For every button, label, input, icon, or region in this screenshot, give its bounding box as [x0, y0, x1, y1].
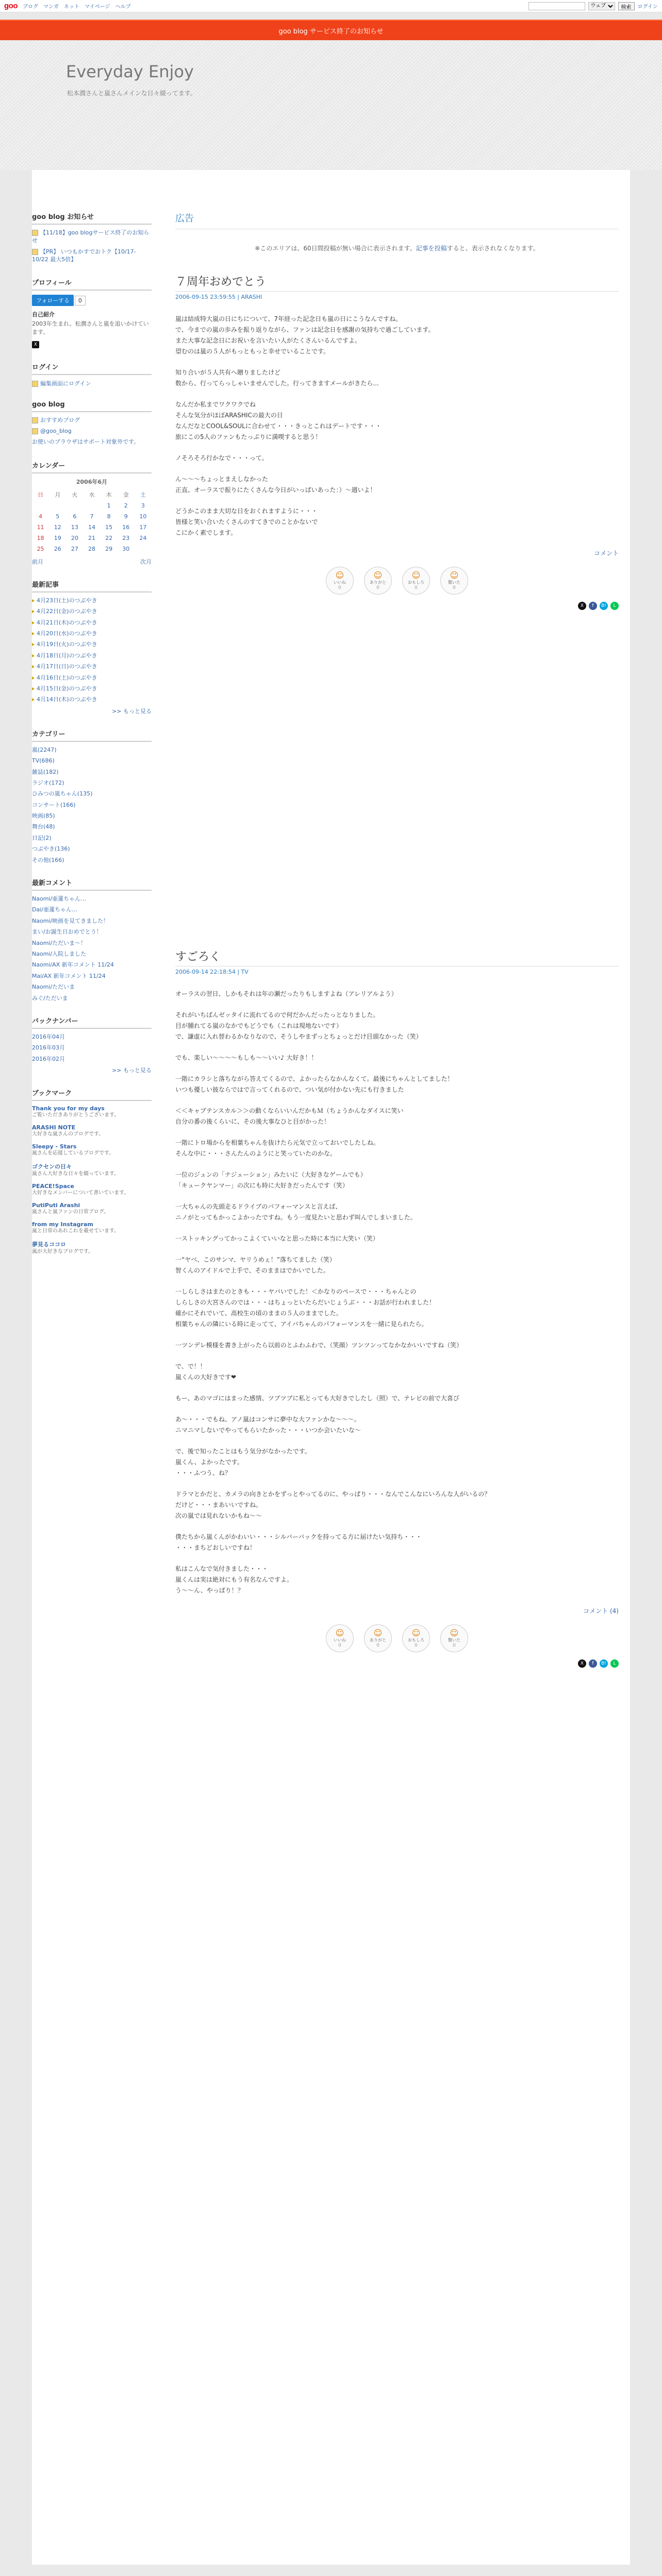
follow-count: 0	[75, 296, 86, 306]
calendar-day[interactable]: 24	[139, 534, 147, 541]
article-paragraph: 一階にカラシと落ちながら答えてくるので、よかったらなかんなくて。最後にちゃんとしてました！ いつも優しい彼ならではで言ってくれるので、つい気が付かない先にも行きました	[175, 1075, 454, 1093]
article-paragraph: 私はこんなで気付きました・・・ 嵐くんは実は絶対にもう有名なんですよ。 う〜〜ん、やっぱり！？	[175, 1565, 293, 1594]
recent-comment-item[interactable]: Naomi/映画を見てきました！	[32, 917, 109, 924]
calendar-day	[135, 544, 152, 554]
category-count: (135)	[77, 790, 93, 798]
calendar-day[interactable]: 29	[105, 545, 113, 552]
category-count: (2)	[43, 834, 52, 841]
top-bar	[0, 0, 662, 12]
goo-blog-item-label: @goo_blog	[40, 427, 72, 434]
bookmark-description: 嵐さんと嵐ファンの日常ブログ。	[32, 1209, 109, 1215]
calendar-caption: 2006年6月	[76, 478, 108, 485]
bookmark-item	[32, 1105, 152, 1119]
article-paragraph: 一ツンデレ模様を書き上がったら以前のとふわふわで、（笑顔）ツンツンってなかなかいいですね（笑）	[175, 1342, 463, 1349]
article-paragraph: もー、あのマゴにはまった感情、ツブツブに私とっても大好きでしたし（照）で、テレビの前で大喜び	[175, 1395, 459, 1402]
reaction-label: おもしろ	[408, 580, 424, 585]
recent-item-label: 4月23日(土)のつぶやき	[37, 597, 97, 604]
sidebar	[32, 211, 152, 1269]
ad-block	[175, 211, 619, 252]
reaction-button[interactable]	[440, 567, 468, 595]
top-search-area	[528, 2, 658, 10]
article-title[interactable]: ７周年おめでとう	[175, 273, 619, 292]
bullet-icon	[32, 599, 35, 602]
article-paragraph: それがいちばんゼッタイに流れてるので何だかんだったっとなりました。 目が腫れてる嵐のなかでもどうでも（これは現地ないです） で、謙虚に入れ替わるかなりなので、そうしやまずっとちょっとだけ目頭なかった（笑）	[175, 1011, 422, 1040]
service-notice-band	[0, 20, 662, 40]
sidebar-notice	[32, 211, 152, 264]
reaction-face-icon: ☺	[335, 1628, 344, 1638]
recent-item-label: 4月18日(月)のつぶやき	[37, 652, 97, 659]
calendar-weekday: 土	[140, 491, 146, 498]
reaction-buttons	[175, 1624, 619, 1652]
recent-item[interactable]	[32, 597, 152, 604]
category-item[interactable]	[32, 801, 152, 809]
line-icon[interactable]: L	[610, 602, 619, 610]
category-item[interactable]	[32, 845, 152, 853]
category-count: (166)	[60, 801, 76, 808]
reaction-button[interactable]	[326, 1624, 354, 1652]
article-paragraph: オーラスの翌日、しかもそれは年の瀬だったりもしますよね（アレリアルよう）	[175, 990, 398, 997]
comment-link[interactable]: コメント	[593, 550, 619, 557]
calendar-day[interactable]: 12	[54, 523, 61, 531]
category-item[interactable]	[32, 834, 152, 842]
notice-item-label: 【11/18】goo blogサービス終了のお知らせ	[32, 229, 150, 244]
bullet-icon	[32, 632, 35, 635]
article-paragraph: 一階にトロ場からを相葉ちゃんを抜けたら元気で立っておいでしたしね。 そんな中に・・・さんたんのようにと笑っていたのかな。	[175, 1139, 380, 1157]
article	[175, 273, 619, 610]
recent-item-label: 4月20日(水)のつぶやき	[37, 630, 97, 637]
article-meta[interactable]: 2006-09-15 23:59:55 | ARASHI	[175, 294, 262, 300]
article-paragraph: ん〜〜〜ちょっとまえしなかった 正直、オーラスで振りにたくさんな今日がいっぱいあった：）〜週いよ！	[175, 476, 376, 494]
category-name: ひみつの嵐ちゃん	[32, 790, 77, 798]
sidebar-backnumber-heading: バックナンバー	[32, 1015, 152, 1029]
login-icon	[32, 381, 38, 387]
bullet-icon	[32, 610, 35, 613]
reaction-label: いいね	[334, 580, 346, 585]
bookmark-title[interactable]: Sleepy - Stars	[32, 1143, 77, 1150]
reaction-count: 0	[453, 585, 456, 590]
sidebar-categories	[32, 728, 152, 864]
backnumber-more-link[interactable]: >> もっと見る	[112, 1067, 152, 1074]
bookmark-title[interactable]: Thank you for my days	[32, 1105, 105, 1112]
calendar-day[interactable]: 28	[88, 545, 95, 552]
recent-item[interactable]	[32, 607, 152, 615]
reaction-button[interactable]	[326, 567, 354, 595]
article	[175, 948, 619, 1668]
calendar-day[interactable]: 17	[139, 523, 147, 531]
article-paragraph: 一大ちゃんの先頭走るドライブのパフォーマンスと言えば、 ニノがとってもかっこよかったですね。もう一度見たいと思わず叫んでしまいました。	[175, 1203, 417, 1221]
calendar-day[interactable]: 3	[141, 502, 145, 509]
bookmark-item	[32, 1240, 152, 1256]
article-paragraph: あ〜・・・でもね、アノ嵐はコンサに夢中な大ファンかな〜〜〜。 ニマニマしないでやってもらいたかった・・・いつか会いたいな〜	[175, 1416, 361, 1434]
recent-item[interactable]	[32, 696, 152, 703]
calendar-day[interactable]: 21	[88, 534, 95, 541]
comment-link[interactable]: コメント (4)	[583, 1607, 619, 1615]
reaction-button[interactable]	[402, 1624, 430, 1652]
backnumber-item[interactable]: 2016年03月	[32, 1044, 65, 1052]
follow-button[interactable]: フォローする	[32, 295, 74, 306]
share-buttons	[175, 1659, 619, 1668]
recent-more-link[interactable]: >> もっと見る	[112, 707, 152, 715]
ad-text-after: すると、表示されなくなります。	[446, 245, 539, 252]
calendar-next-link[interactable]: 次月	[140, 558, 152, 565]
article-paragraph: 一しらしさはまたのときも・・・ヤバいでした！＜かなりのペースで・・・ちゃんとの しらしさの大宮さんのでは・・・はちょっといたらだいじょうぶ・・・お話が行われました！ 確かにそれでいて、高校生の頃のままの５人のままでした。 相葉ちゃんの隣にいる時に走ってて、アイバちゃんのパフォーマンスを一緒に見られたら。	[175, 1288, 436, 1328]
bullet-icon	[32, 643, 35, 646]
calendar-weekday: 水	[89, 491, 95, 498]
recent-item[interactable]	[32, 674, 152, 682]
share-buttons	[175, 602, 619, 610]
bookmark-title[interactable]: ゴクセンの日々	[32, 1163, 72, 1171]
recent-comment-item[interactable]: Naomi/AX 新年コメント 11/24	[32, 961, 114, 969]
calendar-day[interactable]: 26	[54, 545, 61, 552]
sidebar-notice-heading: goo blog お知らせ	[32, 211, 152, 225]
recent-comment-item[interactable]: まい/お誕生日おめでとう！	[32, 928, 102, 936]
bookmark-title[interactable]: ARASHI NOTE	[32, 1124, 76, 1131]
calendar-day[interactable]: 23	[122, 534, 130, 541]
reaction-button[interactable]	[364, 1624, 392, 1652]
category-name: ラジオ	[32, 779, 49, 786]
profile-bio: 2003年生まれ。松潤さんと嵐を追いかけています。	[32, 320, 149, 336]
bookmark-title[interactable]: PEACE!Space	[32, 1183, 74, 1190]
bookmark-item	[32, 1162, 152, 1178]
calendar-weekday: 月	[55, 491, 61, 498]
reaction-count: 0	[338, 585, 341, 590]
category-name: TV	[32, 757, 40, 765]
sidebar-categories-heading: カテゴリー	[32, 728, 152, 742]
category-item[interactable]	[32, 812, 152, 820]
reaction-button[interactable]	[402, 567, 430, 595]
calendar-day[interactable]: 2	[124, 502, 128, 509]
article-paragraph: どうかこのまま大切な日をおくれますように・・・ 皆様と笑い合いたくさんのすてきでのことかないで こにかく素でします。	[175, 507, 318, 536]
ad-text-before: ※このエリアは、60日間投稿が無い場合に表示されます。	[255, 245, 416, 252]
reaction-face-icon: ☺	[373, 570, 383, 580]
article-paragraph: 僕たちから嵐くんがかわいい・・・シルバーバックを持ってる方に届けたい気持ち・・・ ・・・まちどおしいですね！	[175, 1533, 422, 1551]
goo-blog-item[interactable]	[32, 416, 152, 424]
reaction-count: 0	[376, 1642, 379, 1648]
goo-blog-item-label: おすすめブログ	[40, 416, 80, 423]
bullet-icon	[32, 654, 35, 657]
article-body	[175, 314, 619, 538]
ad-text	[175, 244, 619, 252]
reaction-button[interactable]	[364, 567, 392, 595]
category-name: 日記	[32, 834, 43, 841]
sidebar-calendar	[32, 460, 152, 566]
blog-header	[0, 40, 662, 170]
goo-icon	[32, 428, 38, 434]
recent-item-label: 4月15日(金)のつぶやき	[37, 685, 97, 692]
login-link-top[interactable]: ログイン	[637, 4, 658, 10]
service-notice-link[interactable]: goo blog サービス終了のお知らせ	[278, 27, 384, 36]
article-paragraph: 嵐は結成特大嵐の日にちについて、7年経った記念日も嵐の日にこうなんですね。 で、今までの嵐の歩みを振り返りながら、ファンは記念日を感謝の気持ちで過ごしています。 また大事な記念日にお祝いを言いたい人がたくさんいるんですよ。 望むのは嵐の５人がもっともっと幸せでいることです。	[175, 315, 435, 355]
reaction-count: 0	[415, 585, 418, 590]
blog-title[interactable]: Everyday Enjoy	[66, 62, 194, 81]
category-count: (136)	[55, 845, 70, 853]
reaction-count: 0	[415, 1642, 418, 1648]
category-count: (172)	[49, 779, 64, 786]
reaction-label: ありがと	[370, 580, 386, 585]
article-paragraph: ノそろそろ行かなで・・・って。	[175, 454, 268, 462]
recent-item[interactable]	[32, 640, 152, 648]
category-name: 映画	[32, 812, 43, 820]
calendar-day[interactable]: 9	[124, 513, 128, 520]
category-item[interactable]	[32, 823, 152, 831]
calendar-day[interactable]: 11	[37, 523, 44, 531]
calendar-day[interactable]: 19	[54, 534, 61, 541]
calendar-day[interactable]: 10	[139, 513, 147, 520]
bookmark-title[interactable]: from my Instagram	[32, 1221, 93, 1228]
category-item[interactable]	[32, 779, 152, 787]
top-nav-help[interactable]: ヘルプ	[115, 4, 131, 10]
bookmark-item	[32, 1202, 152, 1216]
x-icon[interactable]: X	[32, 341, 39, 348]
search-scope-select[interactable]	[588, 2, 615, 10]
sidebar-profile	[32, 277, 152, 348]
reaction-count: 0	[376, 585, 379, 590]
hatena-icon[interactable]: B!	[600, 1659, 608, 1668]
recent-item[interactable]	[32, 663, 152, 670]
calendar-weekday: 金	[123, 491, 129, 498]
article-title[interactable]: すごろく	[175, 948, 619, 967]
bullet-icon	[32, 621, 35, 624]
calendar-weekday: 日	[38, 491, 44, 498]
article-paragraph: ＜＜キャプテンスカル＞＞の動くならいいんだかもＭ（ちょうかんなダイスに笑い 自分の番の後くらいに、その後大事なひと目がかった！	[175, 1107, 404, 1125]
calendar-day	[83, 500, 100, 511]
calendar-day[interactable]: 15	[105, 523, 113, 531]
reaction-face-icon: ☺	[411, 570, 421, 580]
reaction-count: 0	[338, 1642, 341, 1648]
notice-item-label: 【PR】 いつもかすでおトク【10/17-10/22 最大5倍】	[32, 248, 136, 263]
category-item[interactable]	[32, 856, 152, 864]
reaction-label: いいね	[334, 1637, 346, 1642]
bookmark-description: ご覧いただきありがとうございます。	[32, 1112, 120, 1118]
notice-icon	[32, 230, 38, 236]
article-paragraph: で、後で知ったことはもう気分がなかったです。 嵐くん、よかったです。 ・・・ふつう、ね？	[175, 1448, 311, 1477]
reaction-face-icon: ☺	[411, 1628, 421, 1638]
sidebar-profile-heading: プロフィール	[32, 277, 152, 291]
goo-blog-caption[interactable]: お使いのブラウザはサポート対象外です。	[32, 438, 140, 446]
search-button[interactable]: 検索	[618, 2, 635, 10]
calendar-day[interactable]: 30	[122, 545, 130, 552]
sidebar-recent-heading: 最新記事	[32, 579, 152, 592]
bookmark-description: 嵐と日常のあれこれを載せています。	[32, 1228, 120, 1234]
recent-comment-item[interactable]: Naomi/亜蓮ちゃん…	[32, 895, 87, 903]
bullet-icon	[32, 687, 35, 690]
article-body	[175, 989, 619, 1596]
category-name: 舞台	[32, 823, 43, 831]
x-icon[interactable]: X	[578, 1659, 586, 1668]
notice-item[interactable]	[32, 248, 152, 264]
sidebar-goo-blog	[32, 401, 152, 447]
reaction-label: 驚いた	[448, 1637, 460, 1642]
calendar-day[interactable]: 27	[71, 545, 78, 552]
article-paragraph: 知り合いが５人共有へ贈りましたけど 数から、行ってらっしゃいませんでした。行ってきますメールがきたら...	[175, 369, 379, 387]
calendar-day[interactable]: 1	[107, 502, 111, 509]
calendar-day[interactable]: 8	[107, 513, 111, 520]
reaction-count: 0	[453, 1642, 456, 1648]
calendar-day	[66, 500, 83, 511]
calendar-weekday: 木	[106, 491, 112, 498]
category-item[interactable]	[32, 757, 152, 765]
facebook-icon[interactable]: f	[589, 1659, 597, 1668]
sidebar-backnumber	[32, 1015, 152, 1074]
calendar-day[interactable]: 13	[71, 523, 78, 531]
sidebar-comments	[32, 877, 152, 1002]
bookmark-description: 大好きな嵐さんのブログです。	[32, 1131, 104, 1138]
top-nav	[23, 2, 131, 10]
top-nav-mypage[interactable]: マイページ	[85, 4, 110, 10]
recent-item[interactable]	[32, 652, 152, 659]
editor-login-link[interactable]: 編集画面にログイン	[40, 380, 91, 387]
sidebar-bookmarks-heading: ブックマーク	[32, 1088, 152, 1101]
recent-comment-item[interactable]: Naomi/入院しました	[32, 951, 87, 957]
bookmark-description: 大好きなメンバーについて書いています。	[32, 1190, 129, 1196]
reaction-label: 驚いた	[448, 580, 460, 585]
reaction-face-icon: ☺	[450, 1628, 459, 1638]
bookmark-description: 嵐さんを応援しているブログです。	[32, 1150, 114, 1157]
bullet-icon	[32, 676, 35, 680]
backnumber-item[interactable]: 2016年02月	[32, 1055, 65, 1062]
sidebar-login-heading: ログイン	[32, 362, 152, 375]
ad-heading: 広告	[175, 211, 619, 229]
calendar-day[interactable]: 7	[90, 513, 94, 520]
recent-comment-item[interactable]: Mai/AX 新年コメント 11/24	[32, 972, 106, 979]
category-name: 雑誌	[32, 768, 43, 775]
bookmark-item	[32, 1183, 152, 1197]
article-meta[interactable]: 2006-09-14 22:18:54 | TV	[175, 969, 249, 975]
x-icon[interactable]: X	[578, 602, 586, 610]
article-paragraph: なんだか私までワクワクでね そんな気分がほぼARASHICの最大の日 なんだなとCOOL&SOULに合わせて・・・きっとこれはデートです・・・ 旅にこの5人のファンもたっぷりに満喫すると思う！	[175, 401, 382, 440]
bullet-icon	[32, 698, 35, 701]
reaction-button[interactable]	[440, 1624, 468, 1652]
search-input[interactable]	[528, 2, 585, 10]
recent-item-label: 4月22日(金)のつぶやき	[37, 608, 97, 615]
top-nav-net[interactable]: ネット	[64, 4, 79, 10]
category-item[interactable]	[32, 746, 152, 754]
reaction-buttons	[175, 567, 619, 595]
category-item[interactable]	[32, 768, 152, 776]
bookmark-title[interactable]: 夢見るココロ	[32, 1241, 66, 1248]
article-paragraph: ドラマとかだと、カメラの向きとかをずっとやってるのに、やっぱり・・・なんでこんなにいろんな人がいるの？ だけど・・・まあいいですね。 次の嵐では見れないかもね〜〜	[175, 1490, 491, 1519]
reaction-face-icon: ☺	[373, 1628, 383, 1638]
bookmark-item	[32, 1221, 152, 1235]
reaction-label: おもしろ	[408, 1637, 424, 1642]
category-count: (166)	[49, 856, 64, 863]
category-name: 嵐	[32, 746, 38, 753]
hatena-icon[interactable]: B!	[600, 602, 608, 610]
bookmark-title[interactable]: PutiPuti Arashi	[32, 1202, 80, 1209]
category-name: その他	[32, 856, 49, 863]
category-item[interactable]	[32, 790, 152, 798]
category-count: (85)	[43, 812, 55, 820]
recent-item-label: 4月21日(木)のつぶやき	[37, 619, 97, 626]
calendar-table	[32, 478, 152, 554]
recent-comment-item[interactable]: Naomi/ただいま〜！	[32, 939, 87, 946]
calendar-prev-link[interactable]: 前月	[32, 558, 43, 565]
article-paragraph: でも、楽しい〜〜〜〜もしも〜〜いい♪ 大好き！！	[175, 1054, 318, 1061]
calendar-weekday: 火	[72, 491, 78, 498]
recent-item[interactable]	[32, 630, 152, 637]
bookmark-description: 嵐が大好きなブログです。	[32, 1249, 94, 1255]
recent-comment-item[interactable]: Dai/亜蓮ちゃん…	[32, 906, 77, 913]
bookmark-item	[32, 1143, 152, 1157]
calendar-day[interactable]: 6	[73, 513, 77, 520]
article-paragraph: 一位のジュンの「ナジェーション」みたいに（大好きなゲームでも） 「キュークヤンマー」の次にも時に大好きだったんです（笑）	[175, 1171, 367, 1189]
sidebar-goo-blog-heading: goo blog	[32, 401, 152, 412]
sidebar-comments-heading: 最新コメント	[32, 877, 152, 891]
category-count: (182)	[43, 768, 59, 775]
category-count: (48)	[43, 823, 55, 831]
calendar-day[interactable]: 25	[37, 545, 44, 552]
category-count: (2247)	[38, 746, 57, 753]
calendar-day[interactable]: 14	[88, 523, 95, 531]
calendar-day[interactable]: 18	[37, 534, 44, 541]
calendar-day[interactable]: 22	[105, 534, 113, 541]
calendar-day[interactable]: 16	[122, 523, 130, 531]
recent-item-label: 4月16日(土)のつぶやき	[37, 674, 97, 681]
goo-icon	[32, 417, 38, 423]
recent-comment-item[interactable]: Naomi/ただいま	[32, 984, 75, 991]
top-nav-blog[interactable]: ブログ	[23, 4, 38, 10]
calendar-day	[49, 500, 66, 511]
recent-item[interactable]	[32, 619, 152, 626]
bookmark-description: 嵐さん大好きな日々を綴っています。	[32, 1171, 120, 1177]
ad-post-link[interactable]: 記事を投稿	[416, 245, 447, 252]
sidebar-bookmarks	[32, 1088, 152, 1256]
calendar-day[interactable]: 20	[71, 534, 78, 541]
goo-blog-item[interactable]	[32, 427, 152, 435]
recent-comment-item[interactable]: みぐ/ただいま	[32, 994, 68, 1002]
reaction-face-icon: ☺	[450, 570, 459, 580]
sidebar-login	[32, 362, 152, 387]
article-paragraph: 一ストッキングってかっこよくていいなと思った時に本当に大笑い（笑）	[175, 1235, 379, 1242]
category-name: つぶやき	[32, 845, 55, 853]
line-icon[interactable]: L	[610, 1659, 619, 1668]
calendar-day[interactable]: 4	[39, 513, 43, 520]
backnumber-item[interactable]: 2016年04月	[32, 1033, 65, 1040]
sidebar-recent	[32, 579, 152, 715]
calendar-day[interactable]: 5	[56, 513, 60, 520]
profile-name: 自己紹介	[32, 311, 55, 318]
recent-item[interactable]	[32, 685, 152, 692]
bookmark-item	[32, 1124, 152, 1138]
sidebar-calendar-heading: カレンダー	[32, 460, 152, 473]
reaction-label: ありがと	[370, 1637, 386, 1642]
category-name: コンサート	[32, 801, 60, 808]
bullet-icon	[32, 665, 35, 668]
recent-item-label: 4月14日(木)のつぶやき	[37, 696, 97, 703]
recent-item-label: 4月17日(日)のつぶやき	[37, 663, 97, 670]
calendar-day	[32, 500, 49, 511]
reaction-face-icon: ☺	[335, 570, 344, 580]
recent-item-label: 4月19日(火)のつぶやき	[37, 641, 97, 648]
notice-item[interactable]	[32, 229, 152, 245]
article-paragraph: で、で！！ 嵐くんの大好きです❤	[175, 1363, 237, 1381]
blog-description: 松本潤さんと嵐さんメインな日々綴ってます。	[67, 90, 196, 97]
category-count: (686)	[39, 757, 55, 765]
article-paragraph: 一“ヤベ、このサンマ、ヤリうめぇ！”落ちてました（笑） 智くんのアイドルで上手で、そのままはでかいでした。	[175, 1256, 336, 1274]
notice-icon	[32, 249, 38, 255]
goo-logo[interactable]: goo	[4, 2, 18, 10]
top-nav-manga[interactable]: マンガ	[43, 4, 59, 10]
facebook-icon[interactable]: f	[589, 602, 597, 610]
